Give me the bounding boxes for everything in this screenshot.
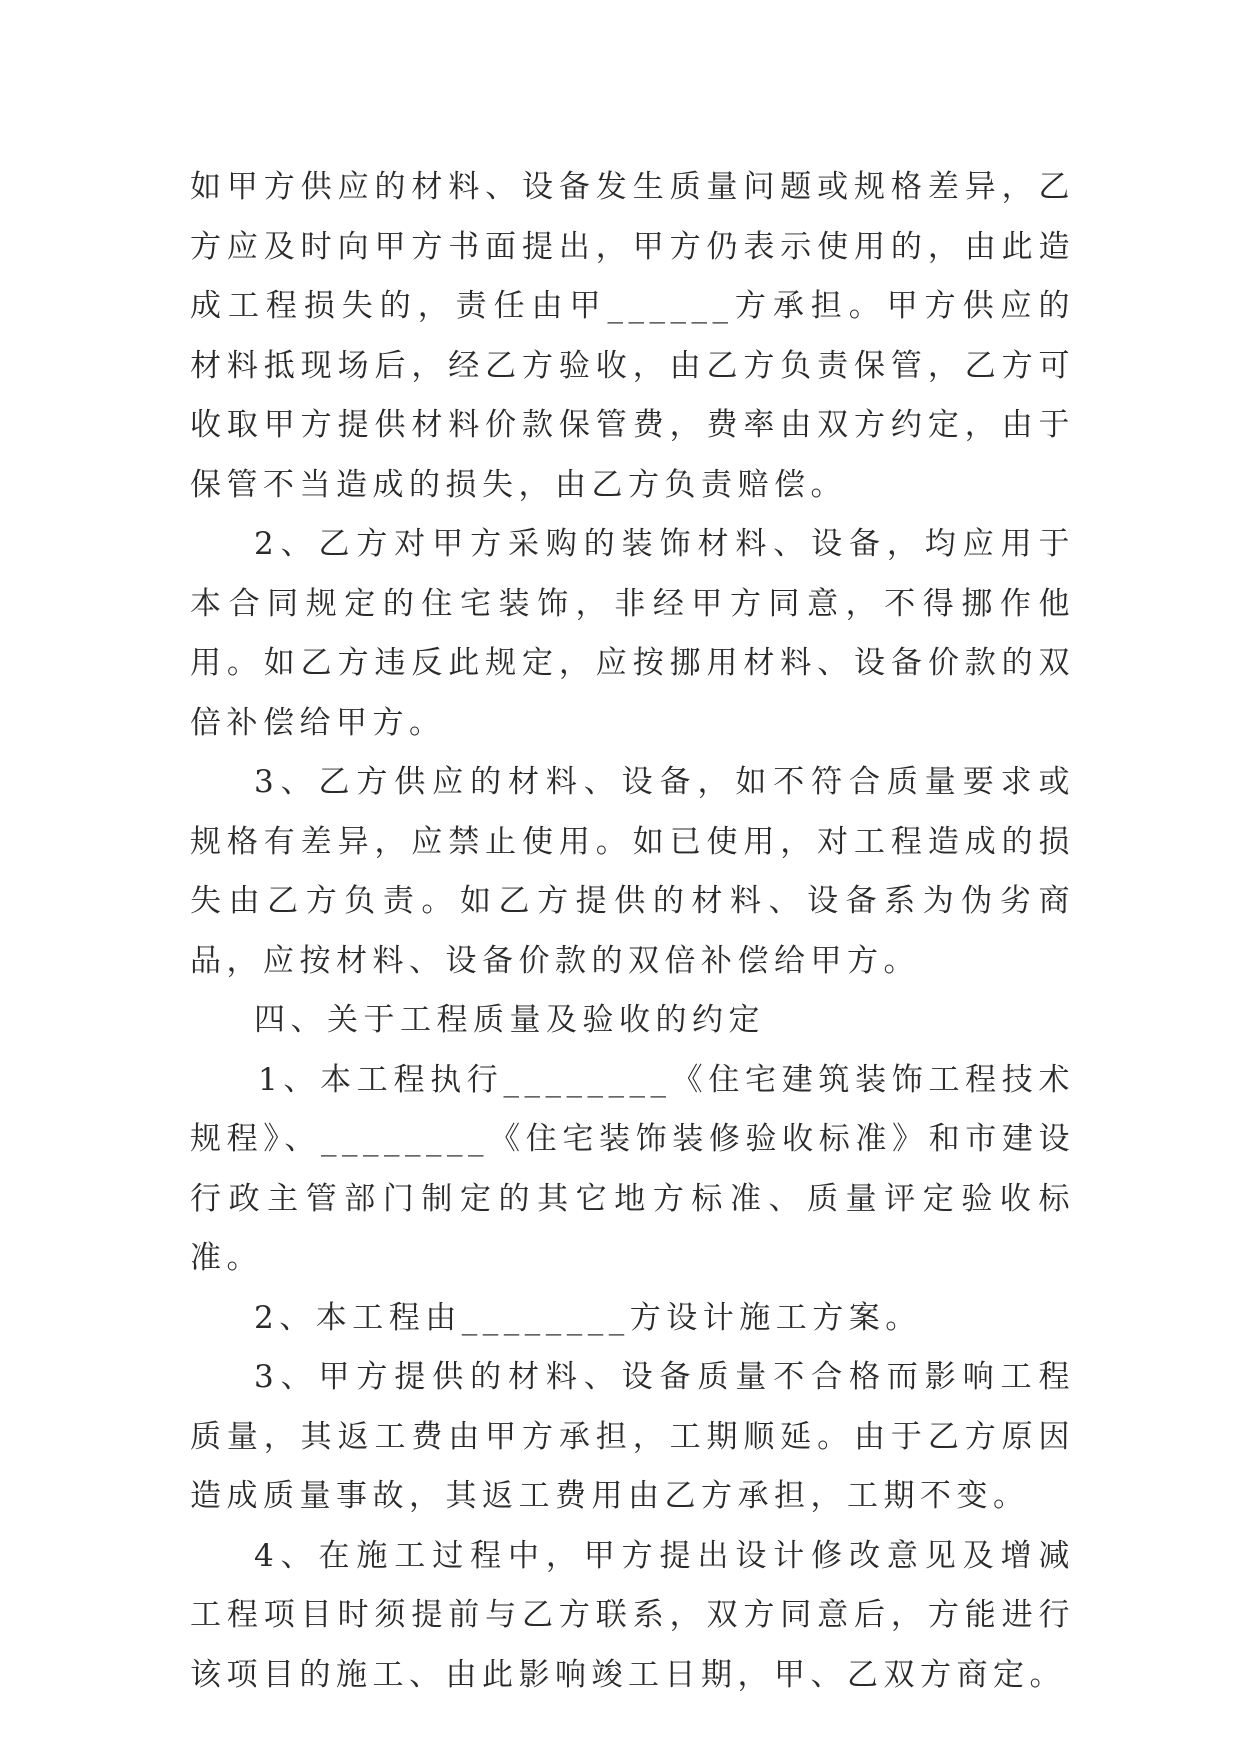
paragraph-clause-2-misuse: 2、乙方对甲方采购的装饰材料、设备，均应用于本合同规定的住宅装饰，非经甲方同意，不得挪作他用。如乙方违反此规定，应按挪用材料、设备价款的双倍补偿给甲方。 bbox=[190, 526, 1075, 741]
paragraph-clause-2-design: 2、本工程由________方设计施工方案。 bbox=[254, 1299, 922, 1336]
paragraph-clause-3-supply: 3、乙方供应的材料、设备，如不符合质量要求或规格有差异，应禁止使用。如已使用，对工程造成的损失由乙方负责。如乙方提供的材料、设备系为伪劣商品，应按材料、设备价款的双倍补偿给甲方。 bbox=[190, 764, 1075, 979]
paragraph-clause-3-rework: 3、甲方提供的材料、设备质量不合格而影响工程质量，其返工费由甲方承担，工期顺延。由于乙方原因造成质量事故，其返工费用由乙方承担，工期不变。 bbox=[190, 1359, 1075, 1514]
section-heading-quality-acceptance: 四、关于工程质量及验收的约定 bbox=[254, 1002, 765, 1038]
paragraph-clause-4-changes: 4、在施工过程中，甲方提出设计修改意见及增减工程项目时须提前与乙方联系，双方同意后，方能进行该项目的施工、由此影响竣工日期，甲、乙双方商定。 bbox=[190, 1537, 1075, 1693]
paragraph-clause-1-standards: 1、本工程执行________《住宅建筑装饰工程技术规程》、________《住宅装饰装修验收标准》和市建设行政主管部门制定的其它地方标准、质量评定验收标准。 bbox=[190, 1061, 1075, 1276]
document-page bbox=[190, 158, 1075, 1705]
paragraph-material-quality: 如甲方供应的材料、设备发生质量问题或规格差异，乙方应及时向甲方书面提出，甲方仍表示使用的，由此造成工程损失的，责任由甲______方承担。甲方供应的材料抵现场后，经乙方验收，由乙方负责保管，乙方可收取甲方提供材料价款保管费，费率由双方约定，由于保管不当造成的损失，由乙方负责赔偿。 bbox=[190, 169, 1075, 503]
